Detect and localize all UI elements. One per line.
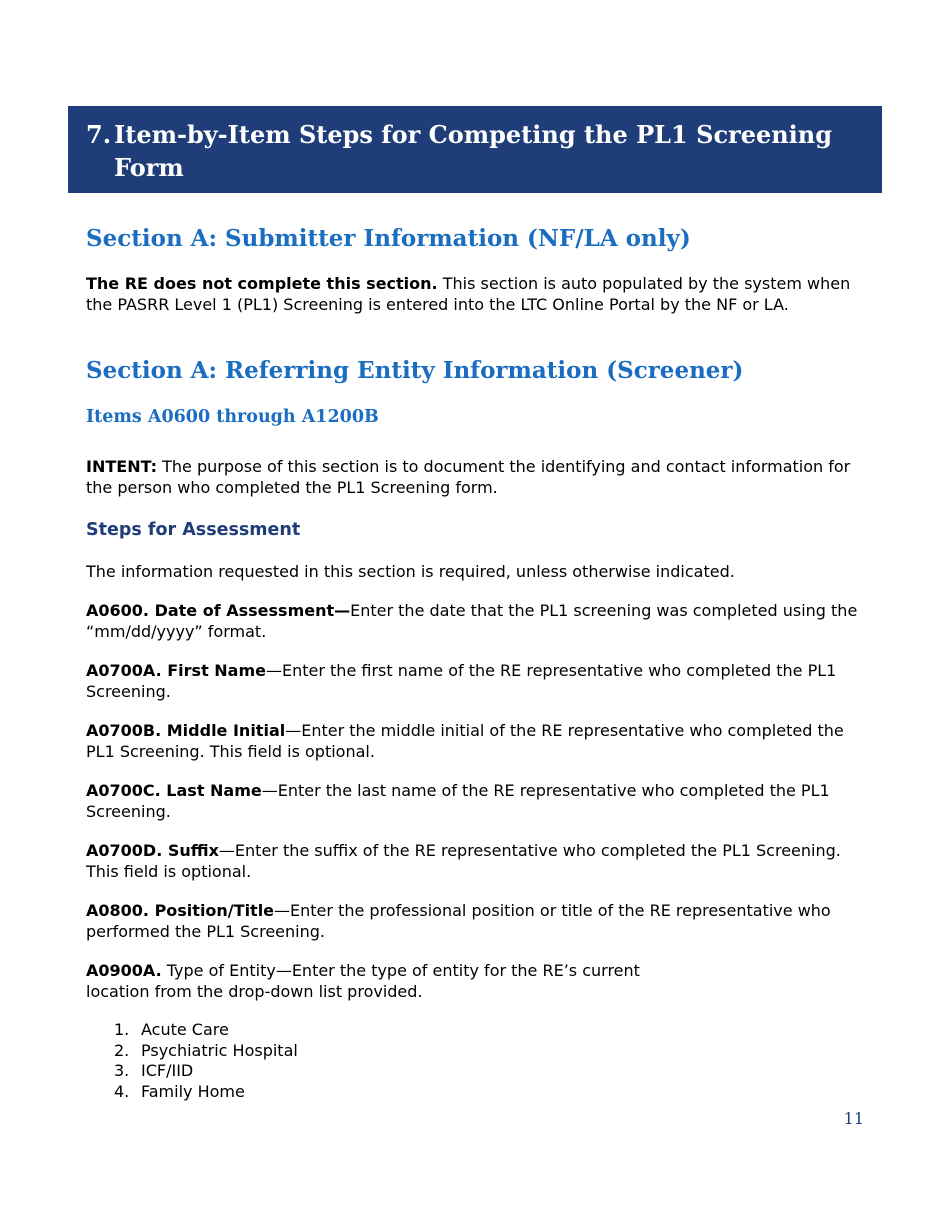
chapter-banner	[68, 106, 882, 193]
list-item	[114, 1061, 298, 1082]
item-label: A0800. Position/Title	[86, 901, 275, 920]
item-label: A0700A. First Name	[86, 661, 266, 680]
section-referring-heading: Section A: Referring Entity Information (Screener)	[86, 357, 744, 384]
list-label: Family Home	[141, 1081, 245, 1101]
item-text: Type of Entity—Enter the type of entity for the RE’s current location from the drop-down list provided.	[86, 961, 640, 1001]
list-number: 4.	[114, 1081, 130, 1101]
section-submitter-paragraph	[86, 273, 876, 315]
list-label: Psychiatric Hospital	[141, 1040, 298, 1060]
list-number: 1.	[114, 1020, 130, 1039]
item-a0600	[86, 600, 876, 642]
item-a0900a	[86, 960, 696, 1002]
list-item	[114, 1020, 298, 1041]
item-text: —Enter the professional position or title of the RE representative who performed the PL1 Screening.	[86, 901, 831, 941]
item-label: A0700C. Last Name	[86, 781, 262, 800]
item-label: A0700B. Middle Initial	[86, 721, 286, 740]
item-label: A0600. Date of Assessment—	[86, 601, 351, 620]
entity-type-list	[114, 1020, 298, 1102]
list-label: Acute Care	[141, 1020, 229, 1039]
chapter-title-text: Item-by-Item Steps for Competing the PL1 Screening Form	[114, 120, 833, 182]
section-submitter-text: This section is auto populated by the system when the PASRR Level 1 (PL1) Screening is entered into the LTC Online Portal by the NF or LA.	[86, 274, 851, 314]
list-item	[114, 1082, 298, 1103]
intent-label: INTENT:	[86, 457, 158, 476]
list-item	[114, 1041, 298, 1062]
items-range-heading: Items A0600 through A1200B	[86, 407, 379, 427]
chapter-number: 7.	[86, 120, 112, 149]
section-submitter-heading: Section A: Submitter Information (NF/LA only)	[86, 225, 691, 252]
chapter-title	[86, 118, 866, 184]
item-text: —Enter the middle initial of the RE representative who completed the PL1 Screening. This field is optional.	[86, 721, 844, 761]
page-number: 11	[843, 1109, 864, 1128]
item-a0700b	[86, 720, 876, 762]
item-text: Enter the date that the PL1 screening was completed using the “mm/dd/yyyy” format.	[86, 601, 858, 641]
section-submitter-bold: The RE does not complete this section.	[86, 274, 438, 293]
list-number: 3.	[114, 1061, 130, 1080]
intent-text: The purpose of this section is to document the identifying and contact information for the person who completed the PL1 Screening form.	[86, 457, 851, 497]
item-label: A0700D. Suffix	[86, 841, 219, 860]
item-label: A0900A.	[86, 961, 162, 980]
item-text: —Enter the first name of the RE representative who completed the PL1 Screening.	[86, 661, 837, 701]
item-text: —Enter the suffix of the RE representative who completed the PL1 Screening. This field is optional.	[86, 841, 841, 881]
item-text: —Enter the last name of the RE representative who completed the PL1 Screening.	[86, 781, 830, 821]
list-label: ICF/IID	[141, 1061, 194, 1080]
item-a0700a	[86, 660, 876, 702]
list-number: 2.	[114, 1040, 130, 1060]
item-a0700d	[86, 840, 876, 882]
item-a0700c	[86, 780, 876, 822]
intent-paragraph	[86, 456, 876, 498]
item-a0800	[86, 900, 876, 942]
steps-intro: The information requested in this section is required, unless otherwise indicated.	[86, 562, 735, 581]
steps-heading: Steps for Assessment	[86, 520, 301, 540]
